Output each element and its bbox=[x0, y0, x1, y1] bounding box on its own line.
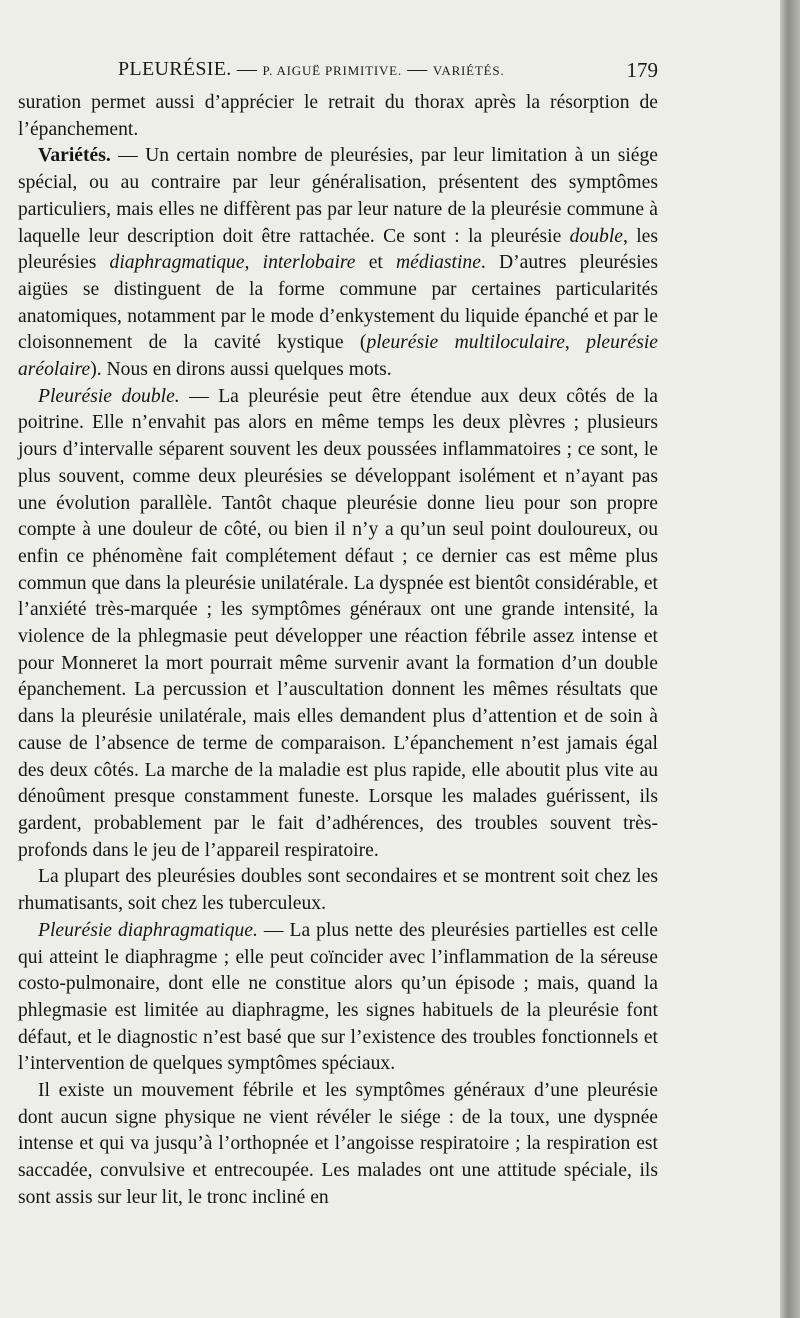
paragraph: Il existe un mouvement fébrile et les symptômes généraux d’une pleurésie dont aucun signe physique ne vient révéler le siége : de la toux, une dyspnée intense et qui va jusqu’à l’orthopnée et l’angoisse respiratoire ; la respiration est saccadée, convulsive et entrecoupée. Les malades ont une attitude spéciale, ils sont assis sur leur lit, le tronc incliné en bbox=[18, 1080, 658, 1208]
subsection-heading: Pleurésie diaphragmatique. bbox=[38, 919, 258, 941]
paragraph: Pleurésie double. — La pleurésie peut être étendue aux deux côtés de la poitrine. Elle n’envahit pas alors en même temps les deux plèvres ; plusieurs jours d’intervalle séparent souvent les deux poussées inflammatoires ; ce sont, le plus souvent, comme deux pleurésies se développant isolément et n’ayant pas une évolution parallèle. Tantôt chaque pleurésie donne lieu pour son propre compte à une douleur de côté, ou bien il n’y a qu’un seul point douloureux, ou enfin ce phénomène fait complétement défaut ; ce dernier cas est même plus commun que dans la pleurésie unilatérale. La dyspnée est bientôt considérable, et l’anxiété très-marquée ; les symptômes généraux ont une grande intensité, la violence de la phlegmasie peut développer une réaction fébrile assez intense et pour Monneret la mort pourrait même survenir avant la formation d’un double épanchement. La percussion et l’auscultation donnent les mêmes résultats que dans la pleurésie unilatérale, mais elles demandent plus d’attention et de soin à cause de l’absence de terme de comparaison. L’épanchement n’est jamais égal des deux côtés. La marche de la maladie est plus rapide, elle aboutit plus vite au dénoûment presque constamment funeste. Lorsque les malades guérissent, ils gardent, probablement par le fait d’adhérences, des troubles souvent très-profonds dans le jeu de l’appareil respiratoire. bbox=[18, 385, 659, 861]
page-number: 179 bbox=[626, 58, 658, 82]
header-title: PLEURÉSIE. bbox=[118, 58, 232, 80]
body-text bbox=[18, 90, 658, 1212]
paragraph: La plupart des pleurésies doubles sont secondaires et se montrent soit chez les rhumatisants, soit chez les tuberculeux. bbox=[18, 866, 658, 915]
subsection-heading: Pleurésie double. bbox=[38, 385, 180, 407]
paragraph: suration permet aussi d’apprécier le retrait du thorax après la résorption de l’épanchement. bbox=[18, 92, 658, 140]
paragraph: Variétés. — Un certain nombre de pleurésies, par leur limitation à un siége spécial, ou au contraire par leur généralisation, présentent des symptômes particuliers, mais elles ne diffèrent pas par leur nature de la pleurésie commune à laquelle leur description doit être rattachée. Ce sont : la pleurésie double, les pleurésies diaphragmatique, interlobaire et médiastine. D’autres pleurésies aigües se distinguent de la forme commune par certaines particularités anatomiques, notamment par le mode d’enkystement du liquide épanché et par le cloisonnement de la cavité kystique (pleurésie multiloculaire, pleurésie aréolaire). Nous en dirons aussi quelques mots. bbox=[18, 145, 659, 381]
header-dash: — bbox=[407, 58, 428, 80]
running-title bbox=[118, 58, 504, 81]
paragraph: Pleurésie diaphragmatique. — La plus nette des pleurésies partielles est celle qui atteint le diaphragme ; elle peut coïncider avec l’inflammation de la séreuse costo-pulmonaire, dont elle ne constitue alors qu’un épisode ; mais, quand la phlegmasie est limitée au diaphragme, les signes habituels de la pleurésie font défaut, et le diagnostic n’est basé que sur l’existence des troubles fonctionnels et l’intervention de quelques symptômes spéciaux. bbox=[18, 919, 659, 1075]
book-binding-edge bbox=[780, 0, 800, 1318]
section-heading: Variétés. bbox=[38, 145, 111, 167]
header-dash: — bbox=[236, 58, 258, 80]
header-section: VARIÉTÉS. bbox=[432, 63, 505, 78]
header-subtitle: P. AIGUË PRIMITIVE. bbox=[262, 63, 402, 78]
running-header bbox=[118, 58, 658, 86]
